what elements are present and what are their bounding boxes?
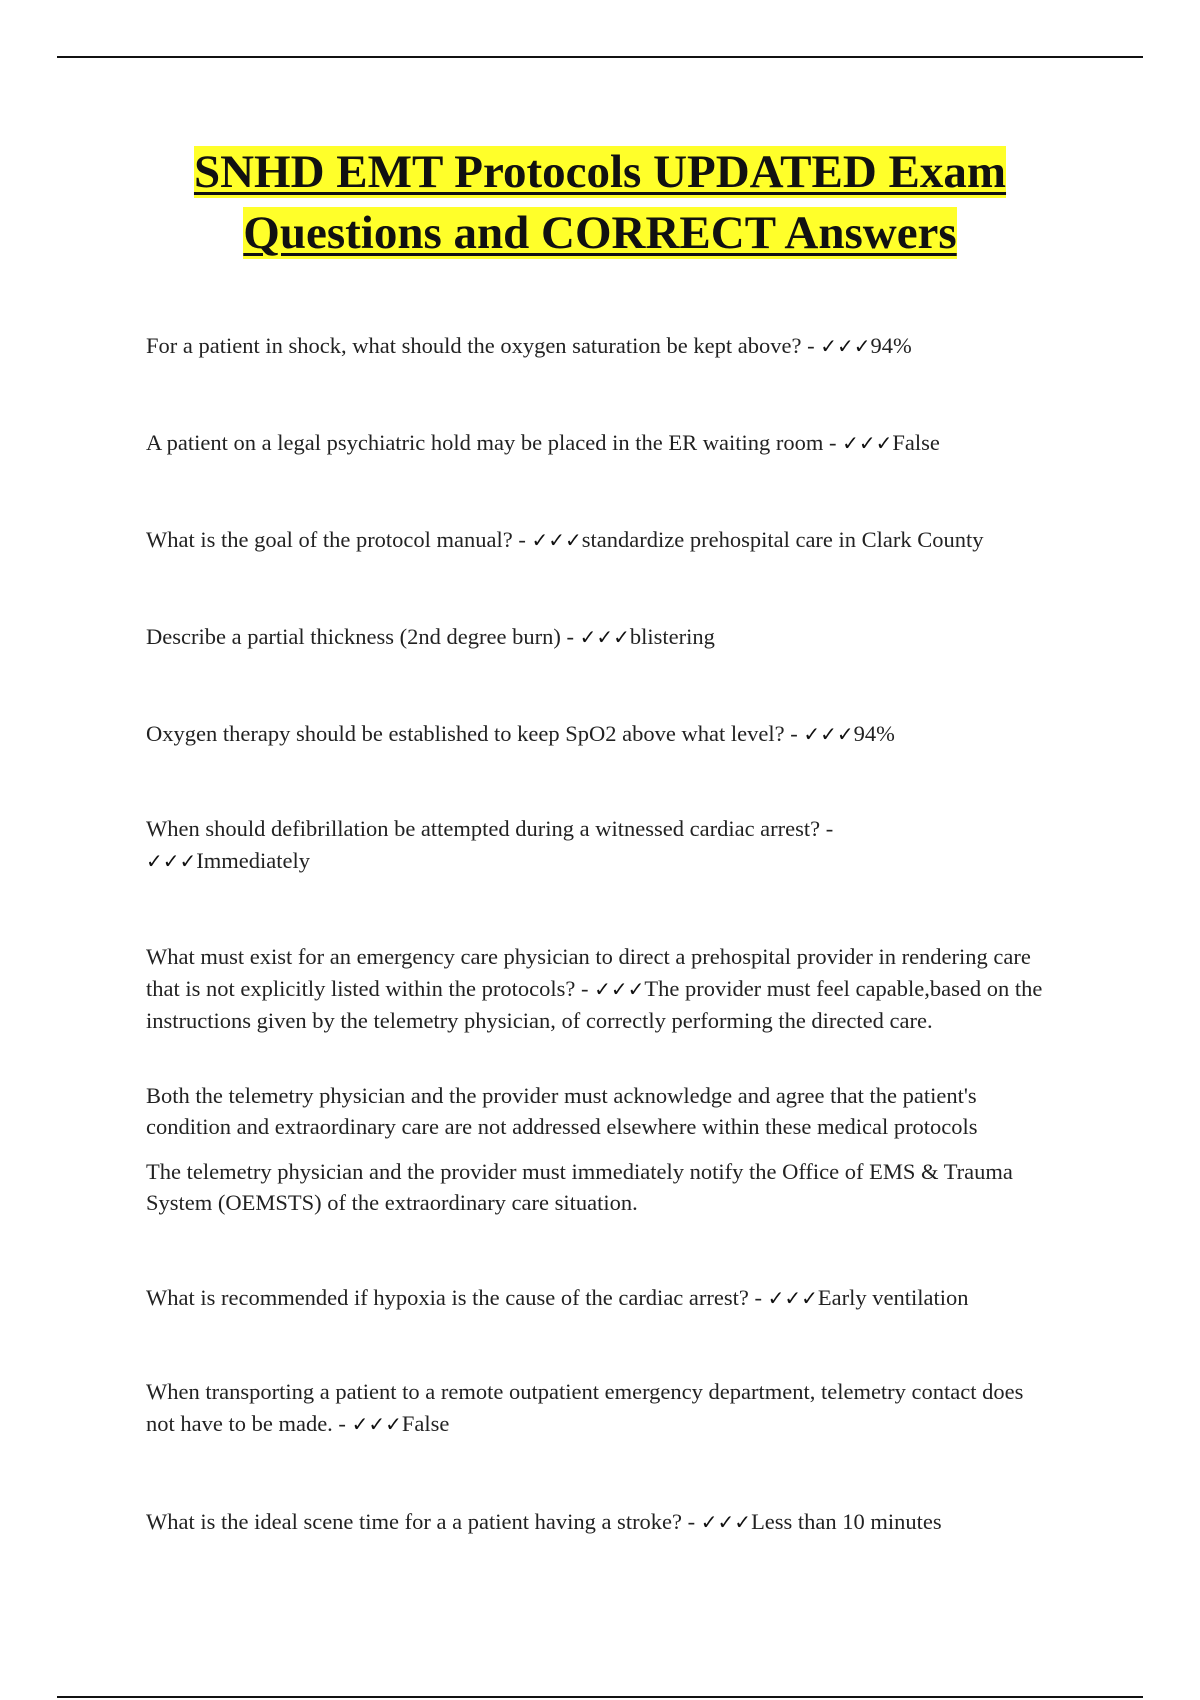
answer-paragraph: Both the telemetry physician and the provider must acknowledge and agree that the patient's condition and extraordinary care are not addressed elsewhere within these medical protocols xyxy=(146,1083,978,1139)
answer-text: False xyxy=(892,430,940,455)
question-text: When should defibrillation be attempted during a witnessed cardiac arrest? - xyxy=(146,816,834,841)
check-mark-icon: ✓✓✓ xyxy=(146,849,197,873)
qa-item xyxy=(146,1376,1056,1440)
title-line-1: SNHD EMT Protocols UPDATED Exam xyxy=(193,146,1007,198)
qa-item xyxy=(146,718,1066,750)
answer-text: standardize prehospital care in Clark County xyxy=(581,527,984,552)
question-text: What is recommended if hypoxia is the cause of the cardiac arrest? - xyxy=(146,1285,768,1310)
check-mark-icon: ✓✓✓ xyxy=(842,431,893,455)
page-title xyxy=(100,142,1100,264)
bottom-rule xyxy=(57,1696,1143,1698)
qa-item xyxy=(146,427,1066,459)
question-text: A patient on a legal psychiatric hold may be placed in the ER waiting room - xyxy=(146,430,843,455)
question-text: What is the ideal scene time for a a patient having a stroke? - xyxy=(146,1509,701,1534)
qa-item xyxy=(146,813,906,877)
qa-item xyxy=(146,524,1066,556)
check-mark-icon: ✓✓✓ xyxy=(531,528,582,552)
question-text: Describe a partial thickness (2nd degree burn) - xyxy=(146,624,580,649)
question-text: For a patient in shock, what should the oxygen saturation be kept above? - xyxy=(146,333,821,358)
qa-item xyxy=(146,621,1066,653)
answer-text: The provider must feel capable,based on the instructions given by the telemetry physician, of correctly performing the directed care. xyxy=(146,976,1043,1033)
check-mark-icon: ✓✓✓ xyxy=(767,1286,818,1310)
check-mark-icon: ✓✓✓ xyxy=(351,1412,402,1436)
check-mark-icon: ✓✓✓ xyxy=(820,334,871,358)
answer-text: blistering xyxy=(629,624,715,649)
answer-text: 94% xyxy=(853,721,895,746)
question-text: When transporting a patient to a remote outpatient emergency department, telemetry contact does not have to be made. - xyxy=(146,1379,1024,1436)
question-text: What must exist for an emergency care physician to direct a prehospital provider in rendering care that is not explicitly listed within the protocols? - xyxy=(146,944,1031,1001)
answer-text: False xyxy=(401,1411,450,1436)
check-mark-icon: ✓✓✓ xyxy=(700,1510,752,1534)
answer-text: 94% xyxy=(870,333,912,358)
question-text: What is the goal of the protocol manual? - xyxy=(146,527,532,552)
qa-item xyxy=(146,941,1061,1037)
title-line-2: Questions and CORRECT Answers xyxy=(243,207,957,259)
answer-text: Less than 10 minutes xyxy=(751,1509,942,1534)
qa-item xyxy=(146,330,1066,362)
answer-paragraph: The telemetry physician and the provider must immediately notify the Office of EMS & Trauma System (OEMSTS) of the extraordinary care situation. xyxy=(146,1159,1013,1215)
answer-text: Early ventilation xyxy=(817,1285,969,1310)
answer-text: Immediately xyxy=(196,848,310,873)
check-mark-icon: ✓✓✓ xyxy=(594,977,645,1001)
top-rule xyxy=(57,56,1143,58)
check-mark-icon: ✓✓✓ xyxy=(579,625,630,649)
question-text: Oxygen therapy should be established to keep SpO2 above what level? - xyxy=(146,721,804,746)
qa-item xyxy=(146,1282,1066,1314)
check-mark-icon: ✓✓✓ xyxy=(803,722,854,746)
qa-item xyxy=(146,1506,1066,1538)
